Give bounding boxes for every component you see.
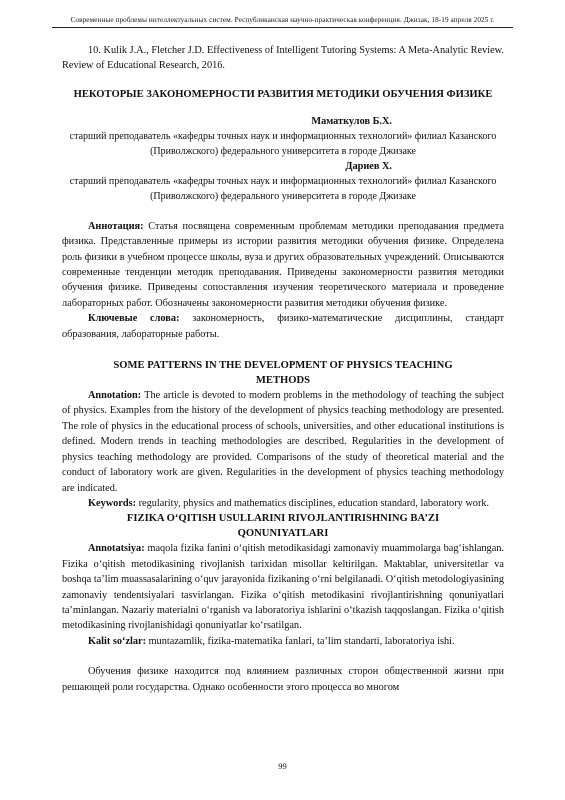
uzbek-abstract	[62, 541, 504, 633]
uzbek-keywords	[62, 634, 504, 649]
uzbek-abstract-label: Annotatsiya:	[88, 543, 145, 555]
author-name-1: Маматкулов Б.Х.	[311, 115, 392, 127]
uzbek-article-title: FIZIKA O‘QITISH USULLARINI RIVOJLANTIRISHNING BA’ZI QONUNIYATLARI	[126, 513, 440, 540]
author-affiliation-1: старший преподаватель «кафедры точных наук и информационных технологий» филиал Казанского (Приволжского) федерального университета в городе Джизаке	[69, 130, 497, 157]
running-header: Современные проблемы интеллектуальных систем. Республиканская научно-практическая конференция. Джизак, 18-19 апреля 2025 г.	[52, 16, 513, 28]
article-body	[62, 43, 504, 695]
russian-abstract	[62, 219, 504, 311]
author-name-2: Дариев Х.	[345, 160, 392, 172]
russian-keywords-label: Ключевые слова:	[88, 313, 180, 325]
english-abstract-label: Annotation:	[88, 390, 142, 402]
english-abstract	[62, 388, 504, 496]
english-article-title: SOME PATTERNS IN THE DEVELOPMENT OF PHYSICS TEACHING METHODS	[113, 360, 453, 387]
uzbek-keywords-text: muntazamlik, fizika-matematika fanlari, ta’lim standarti, laboratoriya ishi.	[148, 635, 455, 647]
uzbek-keywords-label: Kalit so‘zlar:	[88, 635, 147, 647]
english-keywords-label: Keywords:	[88, 497, 137, 509]
russian-abstract-text: Статья посвящена современным проблемам методики преподавания предмета физика. Представленные примеры из истории развития методики обучения физике. Определена роль физики в учебном процессе школы, вуза и других образовательных учреждений. Описываются современные тенденции методик преподавания. Приведены закономерности развития методики обучения физике. Приведены сопоставления изучения теоретического материала и проведение лабораторных работ. Обозначены закономерности развития методики обучения физике.	[62, 220, 504, 309]
english-abstract-text: The article is devoted to modern problems in the methodology of teaching the subject of physics. Examples from the history of the development of physics teaching methodology are presented. The role of physics in the educational process of schools, universities, and other educational institutions is defined. Modern trends in teaching methodologies are described. Regularities in the development of physics teaching methodology are provided. Comparisons of the study of theoretical material and the conduct of laboratory work are given. Regularities in the development of physics teaching methodology are indicated.	[62, 390, 504, 494]
english-keywords	[62, 496, 504, 511]
reference-item: 10. Kulik J.A., Fletcher J.D. Effectiveness of Intelligent Tutoring Systems: A Meta-Analytic Review. Review of Educational Research, 2016.	[62, 45, 504, 72]
author-affiliation-2: старший преподаватель «кафедры точных наук и информационных технологий» филиал Казанского (Приволжского) федерального университета в городе Джизаке	[69, 175, 497, 202]
russian-keywords	[62, 311, 504, 342]
russian-keywords-text: закономерность, физико-математические дисциплины, стандарт образования, лабораторные работы.	[62, 313, 504, 340]
english-keywords-text: regularity, physics and mathematics disciplines, education standard, laboratory work.	[138, 497, 490, 509]
uzbek-abstract-text: maqola fizika fanini o‘qitish metodikasidagi zamonaviy muammolarga bag‘ishlangan. Fizika o‘qitish metodikasining rivojlanish tarixidan misollar keltirilgan. Maktablar, universitetlar va boshqa ta’lim muassasalarining o‘quv jarayonida fizikaning o‘rni belgilanadi. O‘qitish metodologiyasining zamonaviy tendentsiyalari tasvirlangan. Fizika o‘qitish metodikasini rivojlantirishning qonuniyatlari ta’minlangan. Nazariy materialni o‘rganish va laboratoriya ishlarini o‘tkazish taqqoslangan. Fizika o‘qitish metodikasining rivojlanishidagi qonuniyatlar ko‘rsatilgan.	[62, 543, 504, 632]
page-number: 99	[278, 761, 287, 771]
russian-abstract-label: Аннотация:	[88, 220, 144, 232]
body-paragraph: Обучения физике находится под влиянием различных сторон общественной жизни при решающей роли государства. Однако особенности этого процесса во многом	[62, 666, 504, 693]
russian-article-title: НЕКОТОРЫЕ ЗАКОНОМЕРНОСТИ РАЗВИТИЯ МЕТОДИКИ ОБУЧЕНИЯ ФИЗИКЕ	[73, 88, 493, 100]
